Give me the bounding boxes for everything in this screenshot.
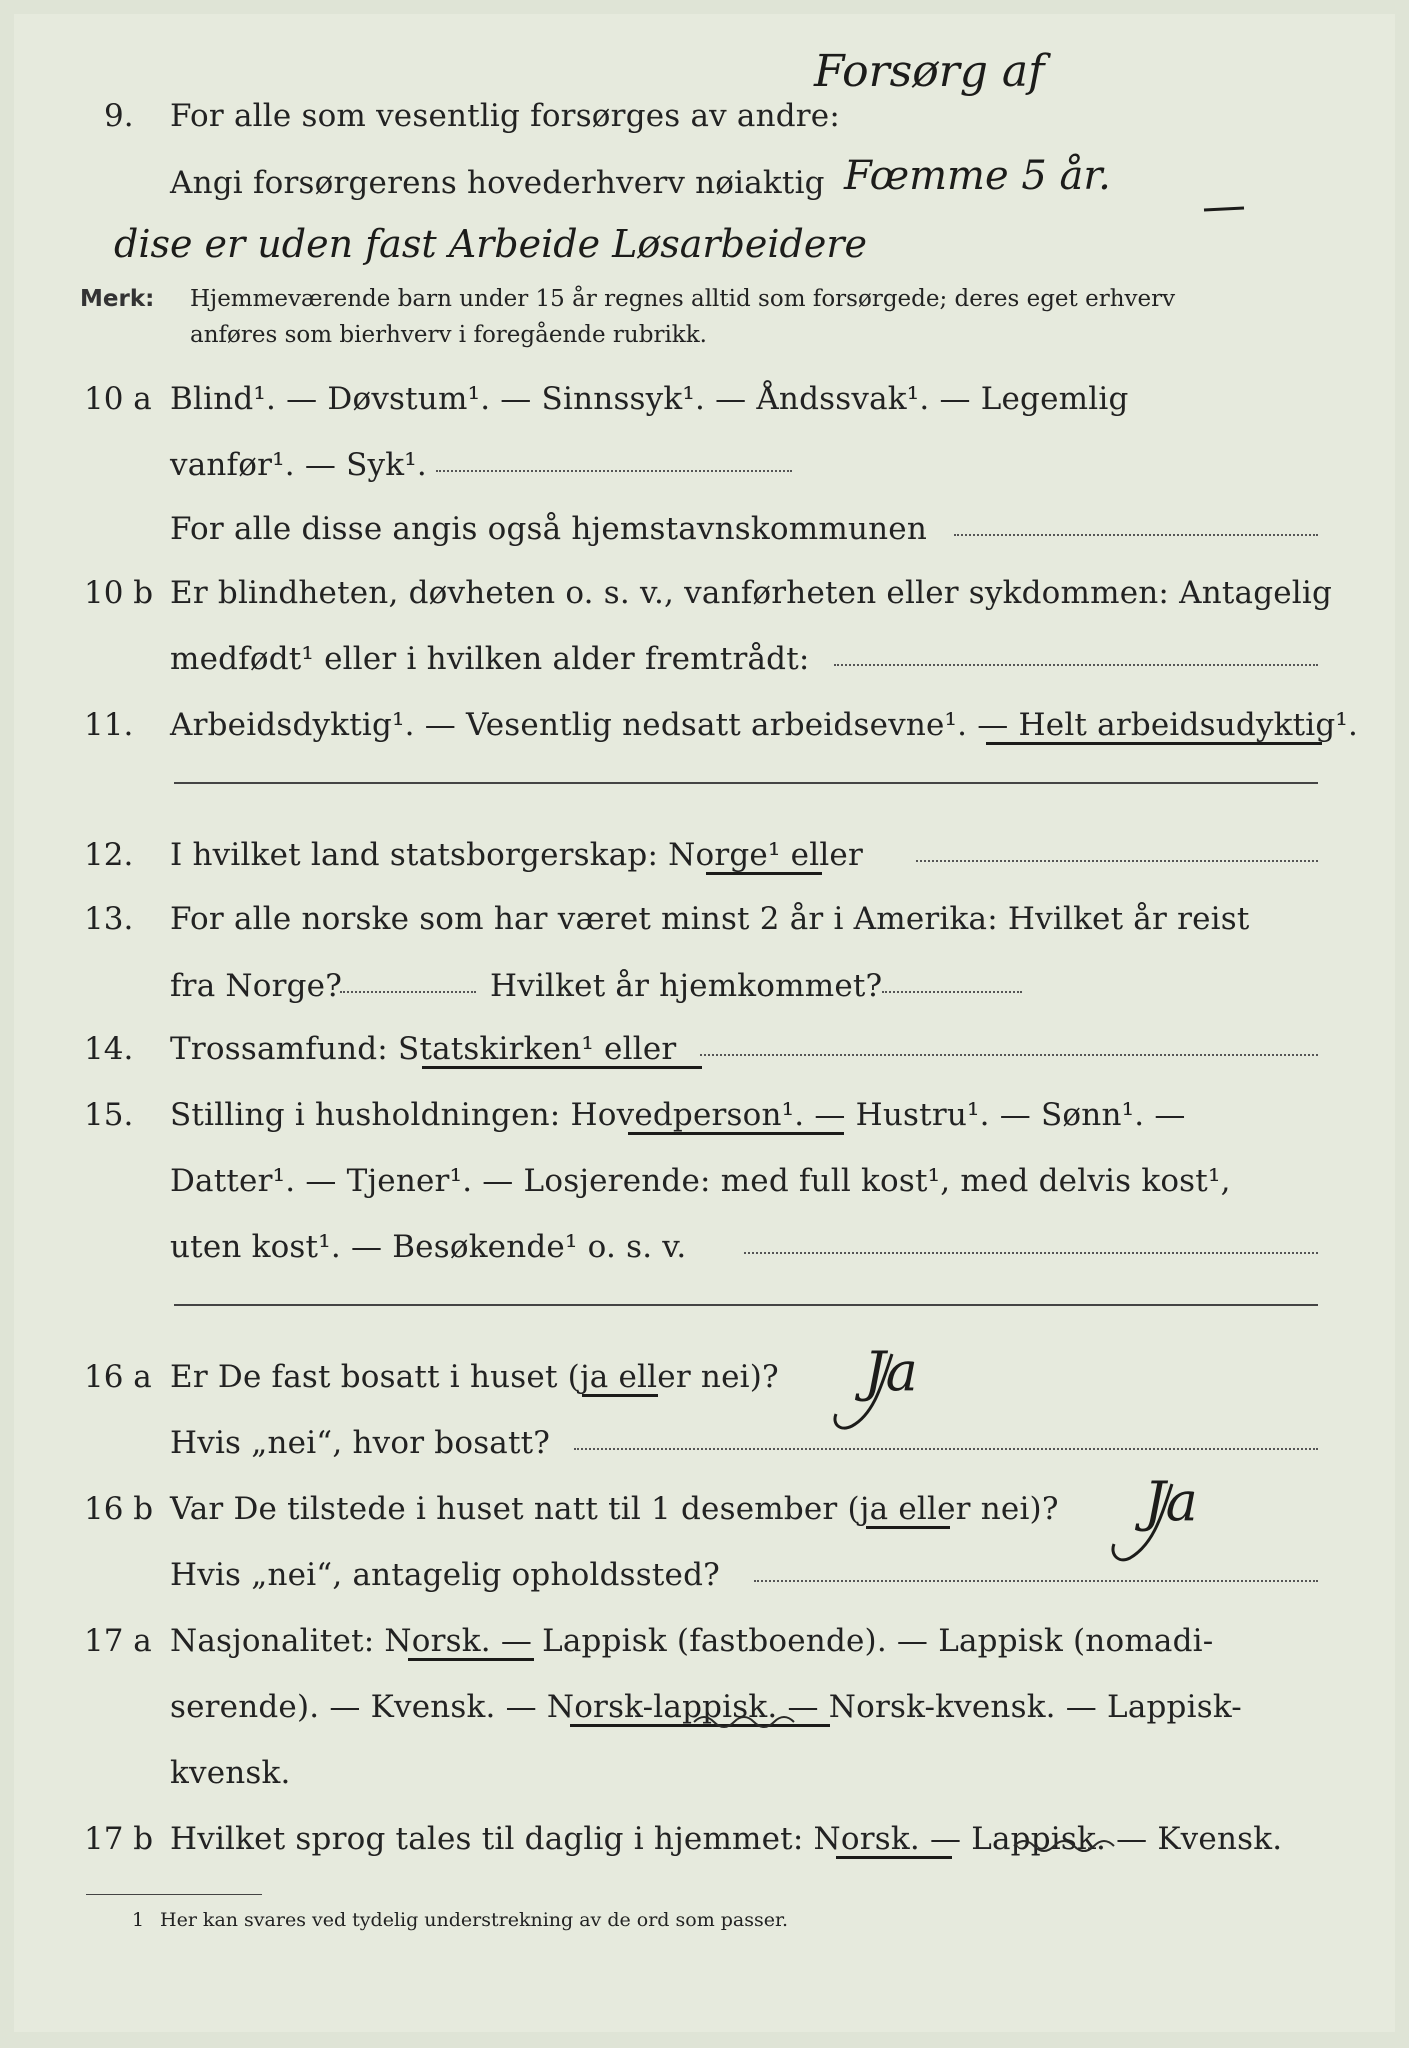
q10b-line1: Er blindheten, døvheten o. s. v., vanførheten eller sykdommen: Antagelig bbox=[170, 575, 1333, 611]
q9-number: 9. bbox=[104, 98, 134, 134]
q13-line2b: Hvilket år hjemkommet? bbox=[490, 968, 883, 1004]
q16b-number: 16 b bbox=[84, 1491, 154, 1527]
handwritten-top-note: Forsørg af bbox=[814, 46, 1045, 97]
q15-line3: uten kost¹. — Besøkende¹ o. s. v. bbox=[170, 1229, 687, 1265]
merk-label: Merk: bbox=[80, 286, 155, 312]
q17a-line2: serende). — Kvensk. — Norsk-lappisk. — Norsk-kvensk. — Lappisk- bbox=[170, 1689, 1242, 1725]
q15-line2: Datter¹. — Tjener¹. — Losjerende: med full kost¹, med delvis kost¹, bbox=[170, 1163, 1231, 1199]
q10a-number: 10 a bbox=[84, 381, 152, 417]
q17a-strikeout-scribble bbox=[694, 1717, 794, 1727]
q16b-ink-stroke bbox=[1113, 1484, 1172, 1560]
q12-number: 12. bbox=[84, 837, 134, 873]
q10b-number: 10 b bbox=[84, 575, 154, 611]
q11-line1: Arbeidsdyktig¹. — Vesentlig nedsatt arbeidsevne¹. — Helt arbeidsudyktig¹. bbox=[170, 707, 1359, 743]
q9-extra-dash bbox=[1204, 208, 1244, 210]
q14-line1: Trossamfund: Statskirken¹ eller bbox=[170, 1031, 677, 1067]
q17b-number: 17 b bbox=[84, 1821, 154, 1857]
q10b-line2: medfødt¹ eller i hvilken alder fremtrådt: bbox=[170, 641, 810, 677]
q17b-strikeout-scribble bbox=[1014, 1841, 1114, 1851]
q15-number: 15. bbox=[84, 1097, 134, 1133]
q9-line2: Angi forsørgerens hovederhverv nøiaktig bbox=[170, 165, 825, 201]
footnote-mark: 1 bbox=[132, 1909, 145, 1931]
q10a-line3: For alle disse angis også hjemstavnskommunen bbox=[170, 511, 927, 547]
q11-number: 11. bbox=[84, 707, 134, 743]
q16a-ink-stroke bbox=[835, 1354, 892, 1428]
handwritten-q9-answer-line1: Fœmme 5 år. bbox=[844, 153, 1111, 199]
q16a-line1: Er De fast bosatt i huset (ja eller nei)? bbox=[170, 1359, 779, 1395]
q17b-line1: Hvilket sprog tales til daglig i hjemmet: Norsk. — Lappisk. — Kvensk. bbox=[170, 1821, 1283, 1857]
q17a-number: 17 a bbox=[84, 1623, 152, 1659]
q10a-line2: vanfør¹. — Syk¹. bbox=[170, 447, 427, 483]
census-form-page bbox=[14, 14, 1395, 2032]
q9-line1: For alle som vesentlig forsørges av andre: bbox=[170, 98, 840, 134]
q15-line1: Stilling i husholdningen: Hovedperson¹. — Hustru¹. — Sønn¹. — bbox=[170, 1097, 1186, 1133]
q17a-line3: kvensk. bbox=[170, 1755, 291, 1791]
handwritten-q9-answer-line2: dise er uden fast Arbeide Løsarbeidere bbox=[114, 222, 868, 266]
q13-line1: For alle norske som har været minst 2 år i Amerika: Hvilket år reist bbox=[170, 901, 1250, 937]
q12-line1: I hvilket land statsborgerskap: Norge¹ eller bbox=[170, 837, 863, 873]
q16a-line2: Hvis „nei“, hvor bosatt? bbox=[170, 1425, 551, 1461]
merk-line1: Hjemmeværende barn under 15 år regnes alltid som forsørgede; deres eget erhverv bbox=[190, 286, 1176, 312]
q16a-number: 16 a bbox=[84, 1359, 152, 1395]
q13-number: 13. bbox=[84, 901, 134, 937]
handwriting-strokes bbox=[14, 14, 1395, 2032]
q10a-line1: Blind¹. — Døvstum¹. — Sinnssyk¹. — Åndssvak¹. — Legemlig bbox=[170, 381, 1129, 417]
handwritten-q16b-answer: Ja bbox=[1144, 1470, 1198, 1533]
handwritten-q16a-answer: Ja bbox=[864, 1340, 918, 1403]
merk-line2: anføres som bierhverv i foregående rubrikk. bbox=[190, 322, 707, 348]
q16b-line1: Var De tilstede i huset natt til 1 desember (ja eller nei)? bbox=[170, 1491, 1059, 1527]
footnote-text: Her kan svares ved tydelig understrekning av de ord som passer. bbox=[160, 1909, 789, 1931]
q16b-line2: Hvis „nei“, antagelig opholdssted? bbox=[170, 1557, 720, 1593]
q13-line2a: fra Norge? bbox=[170, 968, 343, 1004]
q17a-line1: Nasjonalitet: Norsk. — Lappisk (fastboende). — Lappisk (nomadi- bbox=[170, 1623, 1214, 1659]
q14-number: 14. bbox=[84, 1031, 134, 1067]
